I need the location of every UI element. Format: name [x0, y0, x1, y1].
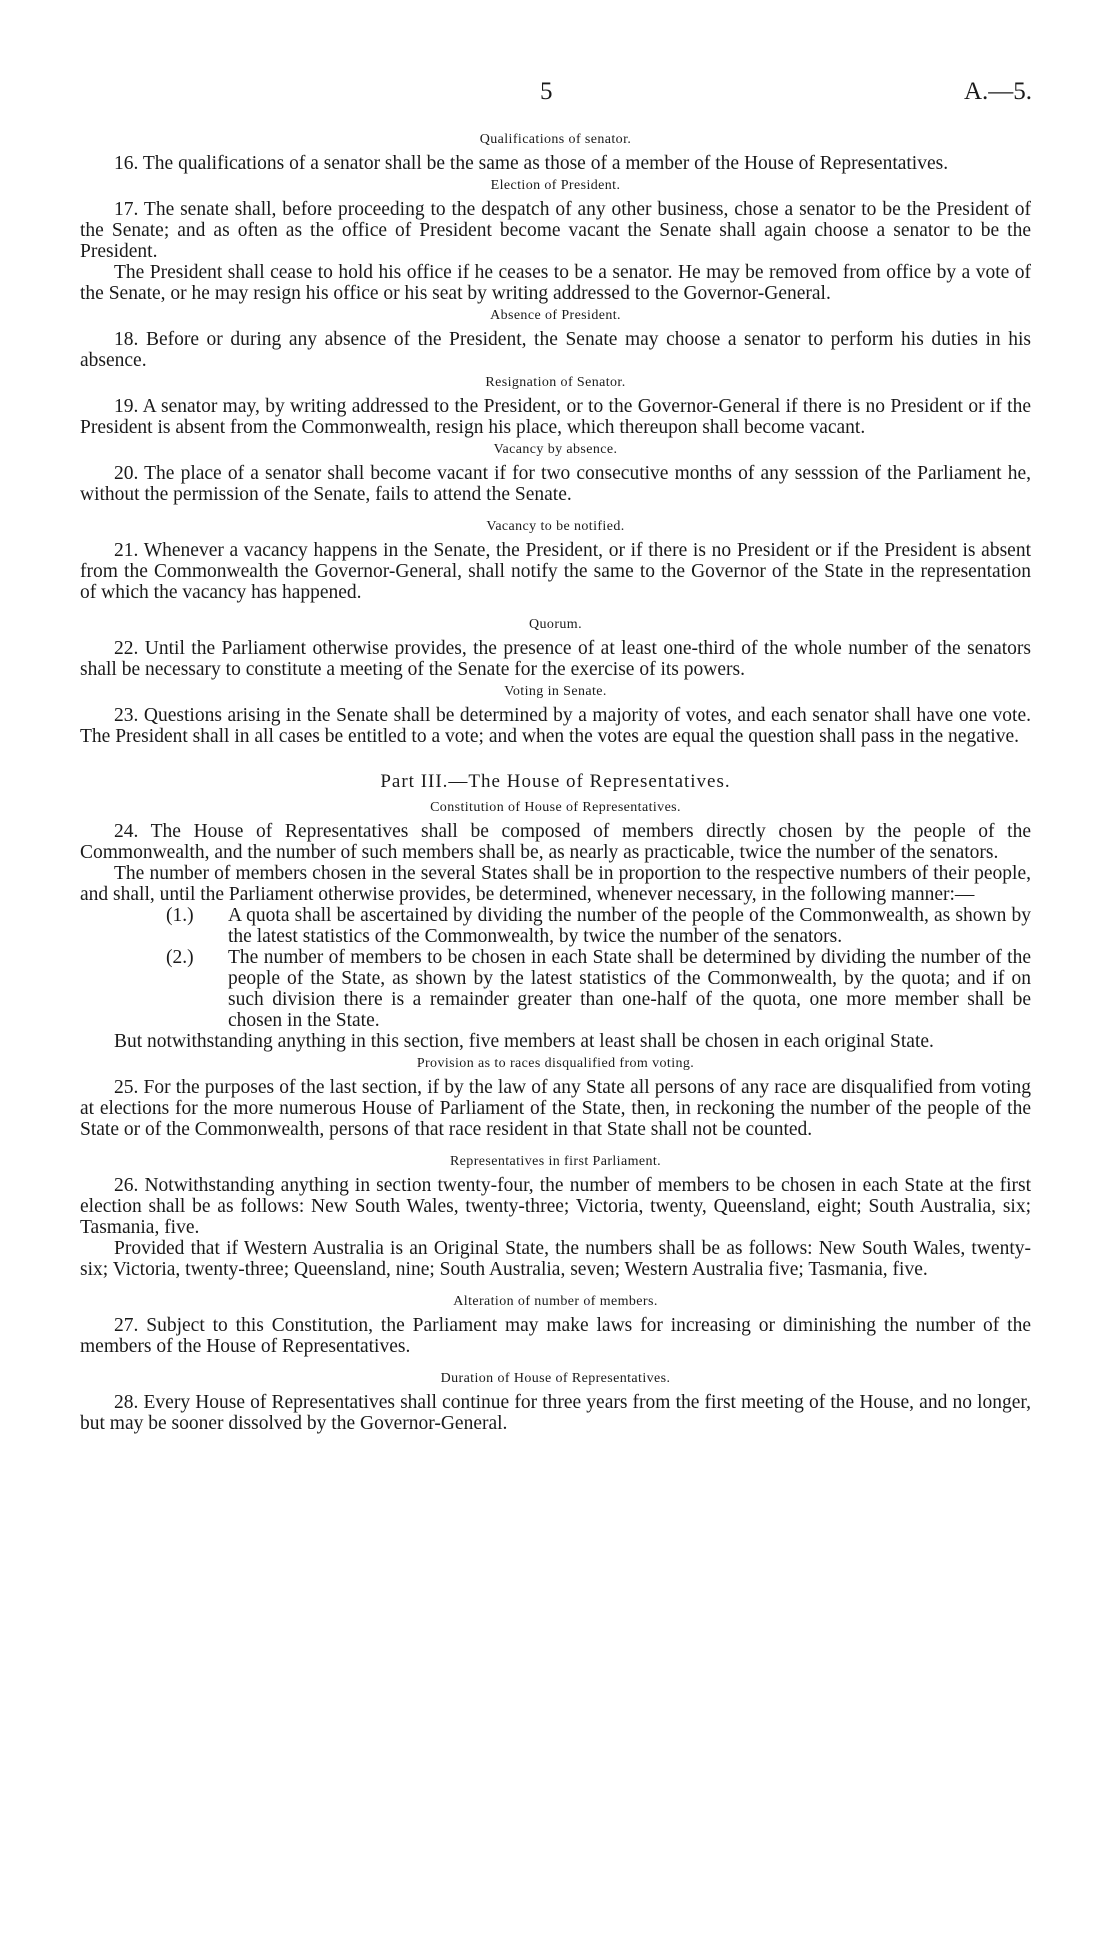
section-paragraph: 26. Notwithstanding anything in section twenty-four, the number of members to be chosen in each State at the first election shall be as follows: New South Wales, twenty-three; Victoria, twenty, Queensland, eight; South Australia, six; Tasmania, five.	[80, 1175, 1031, 1238]
section-heading: Voting in Senate.	[504, 684, 607, 699]
section-paragraph: But notwithstanding anything in this section, five members at least shall be chosen in each original State.	[114, 1031, 934, 1052]
section-heading: Quorum.	[529, 617, 582, 632]
section-paragraph: 18. Before or during any absence of the President, the Senate may choose a senator to perform his duties in his absence.	[80, 329, 1031, 371]
section-paragraph: 20. The place of a senator shall become vacant if for two consecutive months of any sesssion of the Parliament he, without the permission of the Senate, fails to attend the Senate.	[80, 463, 1031, 505]
list-item-number: (1.)	[166, 905, 194, 926]
list-item	[80, 905, 1031, 947]
section-paragraph: 16. The qualifications of a senator shall be the same as those of a member of the House of Representatives.	[114, 153, 949, 174]
section-paragraph: 21. Whenever a vacancy happens in the Senate, the President, or if there is no President or if the President is absent from the Commonwealth the Governor-General, shall notify the same to the Governor of the State in the representation of which the vacancy has happened.	[80, 540, 1031, 603]
section-heading: Absence of President.	[490, 308, 621, 323]
section-heading: Vacancy by absence.	[493, 442, 618, 457]
section-heading: Duration of House of Representatives.	[440, 1371, 671, 1386]
section-paragraph: 22. Until the Parliament otherwise provides, the presence of at least one-third of the whole number of the senators shall be necessary to constitute a meeting of the Senate for the exercise of its powers.	[80, 638, 1031, 680]
section-heading: Provision as to races disqualified from voting.	[416, 1056, 695, 1071]
section-paragraph: The President shall cease to hold his office if he ceases to be a senator. He may be removed from office by a vote of the Senate, or he may resign his office or his seat by writing addressed to the Governor-General.	[80, 262, 1031, 304]
section-paragraph: 17. The senate shall, before proceeding to the despatch of any other business, chose a senator to be the President of the Senate; and as often as the office of President become vacant the Senate shall again choose a senator to be the President.	[80, 199, 1031, 262]
section-paragraph: 24. The House of Representatives shall be composed of members directly chosen by the people of the Commonwealth, and the number of such members shall be, as nearly as practicable, twice the number of the senators.	[80, 821, 1031, 863]
section-paragraph: 25. For the purposes of the last section, if by the law of any State all persons of any race are disqualified from voting at elections for the more numerous House of Parliament of the State, then, in reckoning the number of the people of the State or of the Commonwealth, persons of that race resident in that State shall not be counted.	[80, 1077, 1031, 1140]
list-item-text: The number of members to be chosen in each State shall be determined by dividing the number of the people of the State, as shown by the latest statistics of the Commonwealth, by the quota; and if on such division there is a remainder greater than one-half of the quota, one more member shall be chosen in the State.	[228, 947, 1031, 1031]
document-body	[80, 128, 1031, 1434]
section-heading: Constitution of House of Representatives.	[430, 800, 681, 815]
section-paragraph: 23. Questions arising in the Senate shall be determined by a majority of votes, and each senator shall have one vote. The President shall in all cases be entitled to a vote; and when the votes are equal the question shall pass in the negative.	[80, 705, 1031, 747]
section-heading: Election of President.	[490, 178, 621, 193]
list-item-text: A quota shall be ascertained by dividing the number of the people of the Commonwealth, as shown by the latest statistics of the Commonwealth, by twice the number of the senators.	[228, 905, 1031, 947]
list-item-number: (2.)	[166, 947, 194, 968]
section-paragraph: 27. Subject to this Constitution, the Parliament may make laws for increasing or diminishing the number of the members of the House of Representatives.	[80, 1315, 1031, 1357]
section-paragraph: 28. Every House of Representatives shall continue for three years from the first meeting of the House, and no longer, but may be sooner dissolved by the Governor-General.	[80, 1392, 1031, 1434]
section-heading: Representatives in first Parliament.	[449, 1154, 662, 1169]
section-heading: Qualifications of senator.	[479, 132, 632, 147]
part-title: Part III.—The House of Representatives.	[380, 771, 731, 792]
section-paragraph: The number of members chosen in the several States shall be in proportion to the respective numbers of their people, and shall, until the Parliament otherwise provides, be determined, whenever necessary, in the following manner:—	[80, 863, 1031, 905]
section-heading: Alteration of number of members.	[453, 1294, 658, 1309]
page-number: 5	[540, 78, 553, 105]
page-header	[0, 78, 1114, 108]
list-item	[80, 947, 1031, 1031]
section-paragraph: 19. A senator may, by writing addressed to the President, or to the Governor-General if there is no President or if the President is absent from the Commonwealth, resign his place, which thereupon shall become vacant.	[80, 396, 1031, 438]
section-paragraph: Provided that if Western Australia is an Original State, the numbers shall be as follows: New South Wales, twenty-six; Victoria, twenty-three; Queensland, nine; South Australia, seven; Western Australia five; Tasmania, five.	[80, 1238, 1031, 1280]
document-reference: A.—5.	[963, 78, 1032, 105]
section-heading: Resignation of Senator.	[485, 375, 626, 390]
section-heading: Vacancy to be notified.	[486, 519, 625, 534]
